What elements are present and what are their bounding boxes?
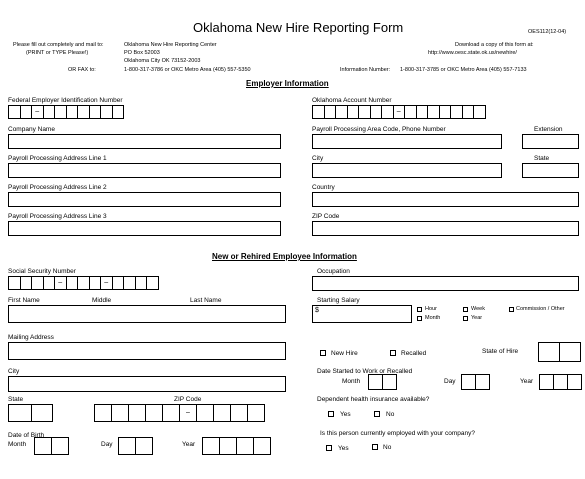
new-hire-checkbox[interactable]	[320, 350, 326, 356]
employed-yes-checkbox[interactable]	[326, 445, 332, 451]
dob-year-field[interactable]	[202, 437, 271, 455]
starting-salary-label: Starting Salary	[317, 297, 360, 304]
last-name-label: Last Name	[190, 297, 222, 304]
pay-year-label: Year	[471, 315, 483, 321]
country-label: Country	[312, 184, 335, 191]
payroll-phone-field[interactable]	[312, 134, 502, 149]
mail-address-line2: PO Box 52003	[124, 50, 160, 56]
mailing-address-field[interactable]	[8, 342, 286, 360]
fein-label: Federal Employer Identification Number	[8, 97, 123, 104]
employer-state-field[interactable]	[522, 163, 579, 178]
employee-state-label: State	[8, 396, 24, 403]
middle-name-label: Middle	[92, 297, 112, 304]
occupation-label: Occupation	[317, 268, 350, 275]
mail-address-line1: Oklahoma New Hire Reporting Center	[124, 42, 217, 48]
employee-zip-label: ZIP Code	[174, 396, 202, 403]
employee-city-field[interactable]	[8, 376, 286, 392]
dob-year-label: Year	[182, 441, 196, 448]
start-month-field[interactable]	[368, 374, 397, 390]
ssn-field[interactable]: – –	[8, 276, 159, 290]
mailing-address-label: Mailing Address	[8, 334, 54, 341]
extension-label: Extension	[534, 126, 563, 133]
employer-city-field[interactable]	[312, 163, 502, 178]
pay-commission-label: Commission / Other	[516, 306, 565, 312]
payroll-phone-label: Payroll Processing Area Code, Phone Number	[312, 126, 446, 133]
payroll-address2-field[interactable]	[8, 192, 281, 207]
state-of-hire-field[interactable]	[538, 342, 581, 362]
employer-zip-label: ZIP Code	[312, 213, 340, 220]
employee-state-field[interactable]	[8, 404, 53, 422]
start-month-label: Month	[342, 378, 361, 385]
company-name-field[interactable]	[8, 134, 281, 149]
mail-instructions-line1: Please fill out completely and mail to:	[13, 42, 104, 48]
pay-week-checkbox[interactable]	[463, 307, 468, 312]
payroll-address1-field[interactable]	[8, 163, 281, 178]
dob-month-field[interactable]	[34, 437, 69, 455]
download-text: Download a copy of this form at:	[455, 42, 534, 48]
ok-account-field[interactable]: –	[312, 105, 486, 119]
start-year-label: Year	[520, 378, 534, 385]
employee-name-field[interactable]	[8, 305, 286, 323]
dob-label: Date of Birth	[8, 432, 45, 439]
first-name-label: First Name	[8, 297, 40, 304]
employee-section-title: New or Rehired Employee Information	[212, 252, 357, 261]
employee-city-label: City	[8, 368, 20, 375]
employed-no-checkbox[interactable]	[372, 444, 378, 450]
pay-month-label: Month	[425, 315, 441, 321]
currently-employed-label: Is this person currently employed with your company?	[320, 430, 475, 437]
start-day-field[interactable]	[461, 374, 490, 390]
date-started-label: Date Started to Work or Recalled	[317, 368, 413, 375]
fax-numbers: 1-800-317-3786 or OKC Metro Area (405) 557-5350	[124, 67, 251, 73]
form-number: OES112(12-04)	[528, 29, 567, 35]
start-year-field[interactable]	[539, 374, 582, 390]
dollar-sign: $	[315, 307, 319, 314]
health-no-label: No	[386, 411, 395, 418]
health-yes-checkbox[interactable]	[328, 411, 334, 417]
state-of-hire-label: State of Hire	[482, 348, 519, 355]
payroll-address1-label: Payroll Processing Address Line 1	[8, 155, 107, 162]
info-numbers: 1-800-317-3785 or OKC Metro Area (405) 557-7133	[400, 67, 527, 73]
new-hire-label: New Hire	[331, 350, 358, 357]
ok-account-label: Oklahoma Account Number	[312, 97, 392, 104]
employee-zip-field[interactable]: –	[94, 404, 265, 422]
pay-month-checkbox[interactable]	[417, 316, 422, 321]
occupation-field[interactable]	[312, 276, 579, 291]
pay-commission-checkbox[interactable]	[509, 307, 514, 312]
employed-no-label: No	[383, 444, 392, 451]
mail-address-line3: Oklahoma City OK 73152-2003	[124, 58, 201, 64]
extension-field[interactable]	[522, 134, 579, 149]
dob-day-field[interactable]	[118, 437, 153, 455]
employer-city-label: City	[312, 155, 324, 162]
pay-hour-label: Hour	[425, 306, 437, 312]
employer-zip-field[interactable]	[312, 221, 579, 236]
health-yes-label: Yes	[340, 411, 351, 418]
payroll-address2-label: Payroll Processing Address Line 2	[8, 184, 107, 191]
pay-week-label: Week	[471, 306, 485, 312]
dob-month-label: Month	[8, 441, 27, 448]
pay-year-checkbox[interactable]	[463, 316, 468, 321]
payroll-address3-label: Payroll Processing Address Line 3	[8, 213, 107, 220]
form-title: Oklahoma New Hire Reporting Form	[193, 20, 404, 35]
employed-yes-label: Yes	[338, 445, 349, 452]
payroll-address3-field[interactable]	[8, 221, 281, 236]
mail-instructions-line2: (PRINT or TYPE Please!)	[26, 50, 89, 56]
dob-day-label: Day	[101, 441, 113, 448]
fax-label: OR FAX to:	[68, 67, 96, 73]
health-no-checkbox[interactable]	[374, 411, 380, 417]
employer-state-label: State	[534, 155, 550, 162]
starting-salary-field[interactable]	[312, 305, 412, 323]
fein-field[interactable]: –	[8, 105, 124, 119]
employer-section-title: Employer Information	[246, 79, 329, 88]
recalled-label: Recalled	[401, 350, 427, 357]
pay-hour-checkbox[interactable]	[417, 307, 422, 312]
ssn-label: Social Security Number	[8, 268, 76, 275]
company-name-label: Company Name	[8, 126, 55, 133]
start-day-label: Day	[444, 378, 456, 385]
info-number-label: Information Number:	[340, 67, 391, 73]
download-url[interactable]: http://www.oesc.state.ok.us/newhire/	[428, 50, 517, 56]
recalled-checkbox[interactable]	[390, 350, 396, 356]
health-insurance-label: Dependent health insurance available?	[317, 396, 430, 403]
country-field[interactable]	[312, 192, 579, 207]
